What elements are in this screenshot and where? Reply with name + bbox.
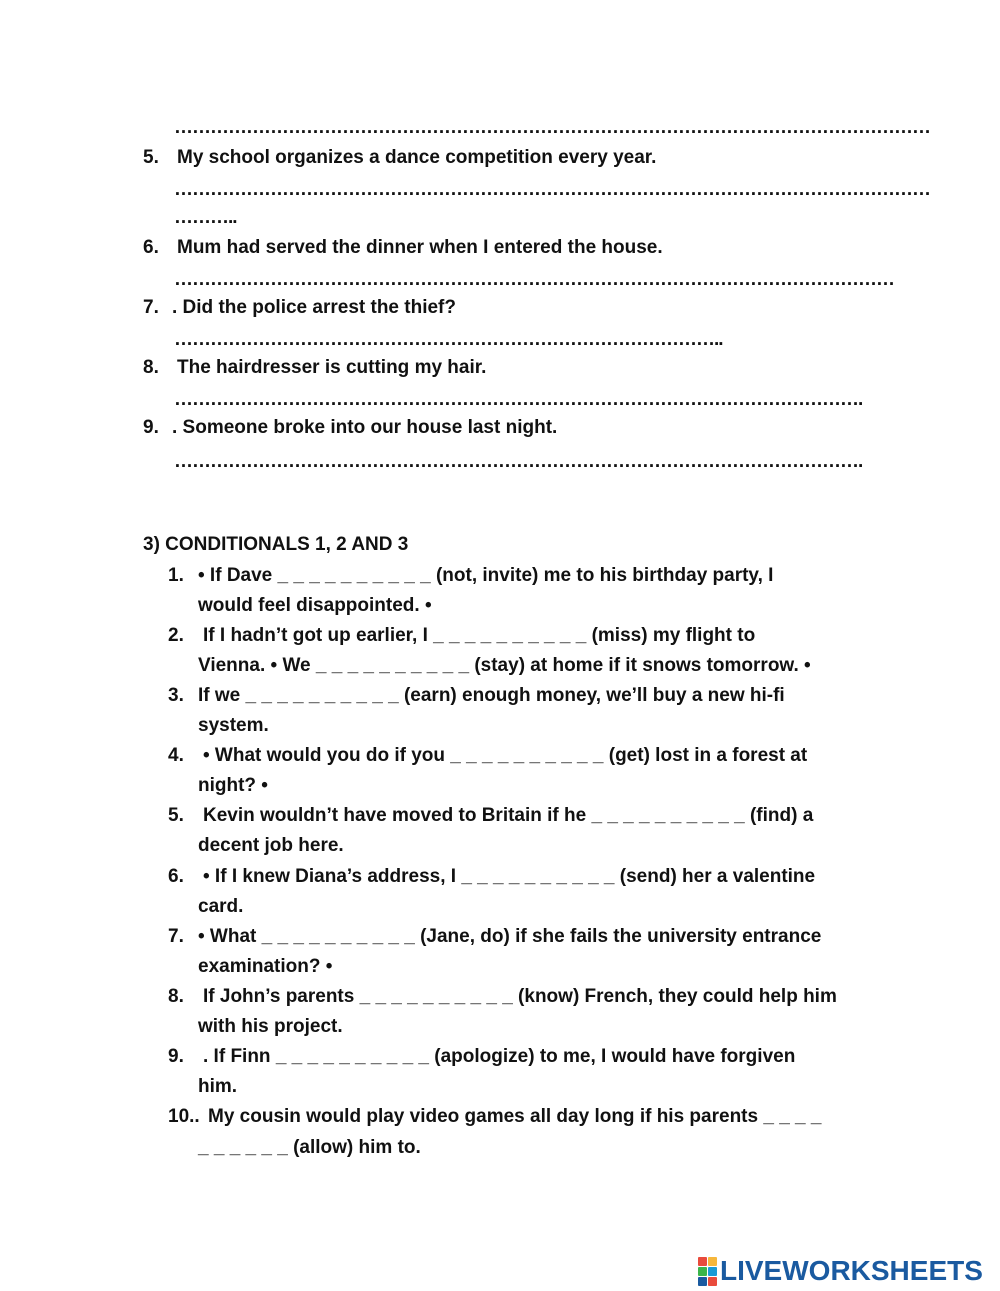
logo-block xyxy=(698,1277,707,1286)
exercise-line: Kevin wouldn’t have moved to Britain if he _ _ _ _ _ _ _ _ _ _ (find) a xyxy=(203,805,814,826)
answer-line[interactable]: ………………………………………………………………………………………………………… xyxy=(174,269,894,290)
logo-block xyxy=(708,1257,717,1266)
item-number: 8. xyxy=(143,357,159,378)
exercise-line: My cousin would play video games all day long if his parents _ _ _ _ xyxy=(208,1106,822,1127)
exercise-line-continued: would feel disappointed. • xyxy=(198,595,432,616)
logo-text: LIVEWORKSHEETS xyxy=(720,1255,983,1286)
exercise-sentence: The hairdresser is cutting my hair. xyxy=(177,357,487,378)
item-number: 5. xyxy=(168,805,184,826)
exercise-line: • If Dave _ _ _ _ _ _ _ _ _ _ (not, invite) me to his birthday party, I xyxy=(198,565,774,586)
item-number: 7. xyxy=(168,926,184,947)
exercise-line-continued: him. xyxy=(198,1076,238,1097)
item-number: 10.. xyxy=(168,1106,200,1127)
logo-block xyxy=(698,1257,707,1266)
answer-line[interactable]: ……………………………………………………………………………………………………………… xyxy=(174,117,930,138)
exercise-line: • What _ _ _ _ _ _ _ _ _ _ (Jane, do) if she fails the university entrance xyxy=(198,926,822,947)
item-number: 2. xyxy=(168,625,184,646)
item-number: 6. xyxy=(168,866,184,887)
item-number: 3. xyxy=(168,685,184,706)
exercise-line: • If I knew Diana’s address, I _ _ _ _ _ _ _ _ _ _ (send) her a valentine xyxy=(203,866,816,887)
answer-line[interactable]: ……………………………………………………………………………….. xyxy=(174,329,723,350)
exercise-sentence: . Someone broke into our house last night. xyxy=(172,417,558,438)
exercise-line: If I hadn’t got up earlier, I _ _ _ _ _ _ _ _ _ _ (miss) my flight to xyxy=(203,625,756,646)
exercise-line: If we _ _ _ _ _ _ _ _ _ _ (earn) enough money, we’ll buy a new hi-fi xyxy=(198,685,785,706)
exercise-line-continued: decent job here. xyxy=(198,835,344,856)
item-number: 9. xyxy=(168,1046,184,1067)
item-number: 6. xyxy=(143,237,159,258)
exercise-line: If John’s parents _ _ _ _ _ _ _ _ _ _ (know) French, they could help him xyxy=(203,986,837,1007)
exercise-sentence: . Did the police arrest the thief? xyxy=(172,297,456,318)
logo-block xyxy=(708,1277,717,1286)
exercise-sentence: Mum had served the dinner when I entered the house. xyxy=(177,237,663,258)
exercise-line: . If Finn _ _ _ _ _ _ _ _ _ _ (apologize) to me, I would have forgiven xyxy=(203,1046,796,1067)
logo-blocks-icon xyxy=(698,1257,717,1286)
exercise-line-continued: with his project. xyxy=(198,1016,343,1037)
exercise-line-continued: Vienna. • We _ _ _ _ _ _ _ _ _ _ (stay) at home if it snows tomorrow. • xyxy=(198,655,811,676)
item-number: 7. xyxy=(143,297,159,318)
answer-line[interactable]: ……………………………………………………………………………………………………………… xyxy=(174,179,930,200)
exercise-line-continued: card. xyxy=(198,896,244,917)
answer-line[interactable]: ……………………………………………………………………………………………………. xyxy=(174,389,863,410)
item-number: 5. xyxy=(143,147,159,168)
logo-block xyxy=(698,1267,707,1276)
item-number: 4. xyxy=(168,745,184,766)
liveworksheets-logo xyxy=(698,1256,983,1286)
logo-block xyxy=(708,1267,717,1276)
item-number: 8. xyxy=(168,986,184,1007)
exercise-line-continued: night? • xyxy=(198,775,268,796)
item-number: 9. xyxy=(143,417,159,438)
item-number: 1. xyxy=(168,565,184,586)
answer-line[interactable]: ……………………………………………………………………………………………………. xyxy=(174,451,863,472)
exercise-line: • What would you do if you _ _ _ _ _ _ _ _ _ _ (get) lost in a forest at xyxy=(203,745,808,766)
answer-line-continued[interactable]: ……….. xyxy=(174,207,237,228)
exercise-line-continued: examination? • xyxy=(198,956,333,977)
exercise-sentence: My school organizes a dance competition every year. xyxy=(177,147,657,168)
section-heading: 3) CONDITIONALS 1, 2 AND 3 xyxy=(143,534,409,555)
exercise-line-continued: _ _ _ _ _ _ (allow) him to. xyxy=(198,1137,421,1158)
exercise-line-continued: system. xyxy=(198,715,269,736)
